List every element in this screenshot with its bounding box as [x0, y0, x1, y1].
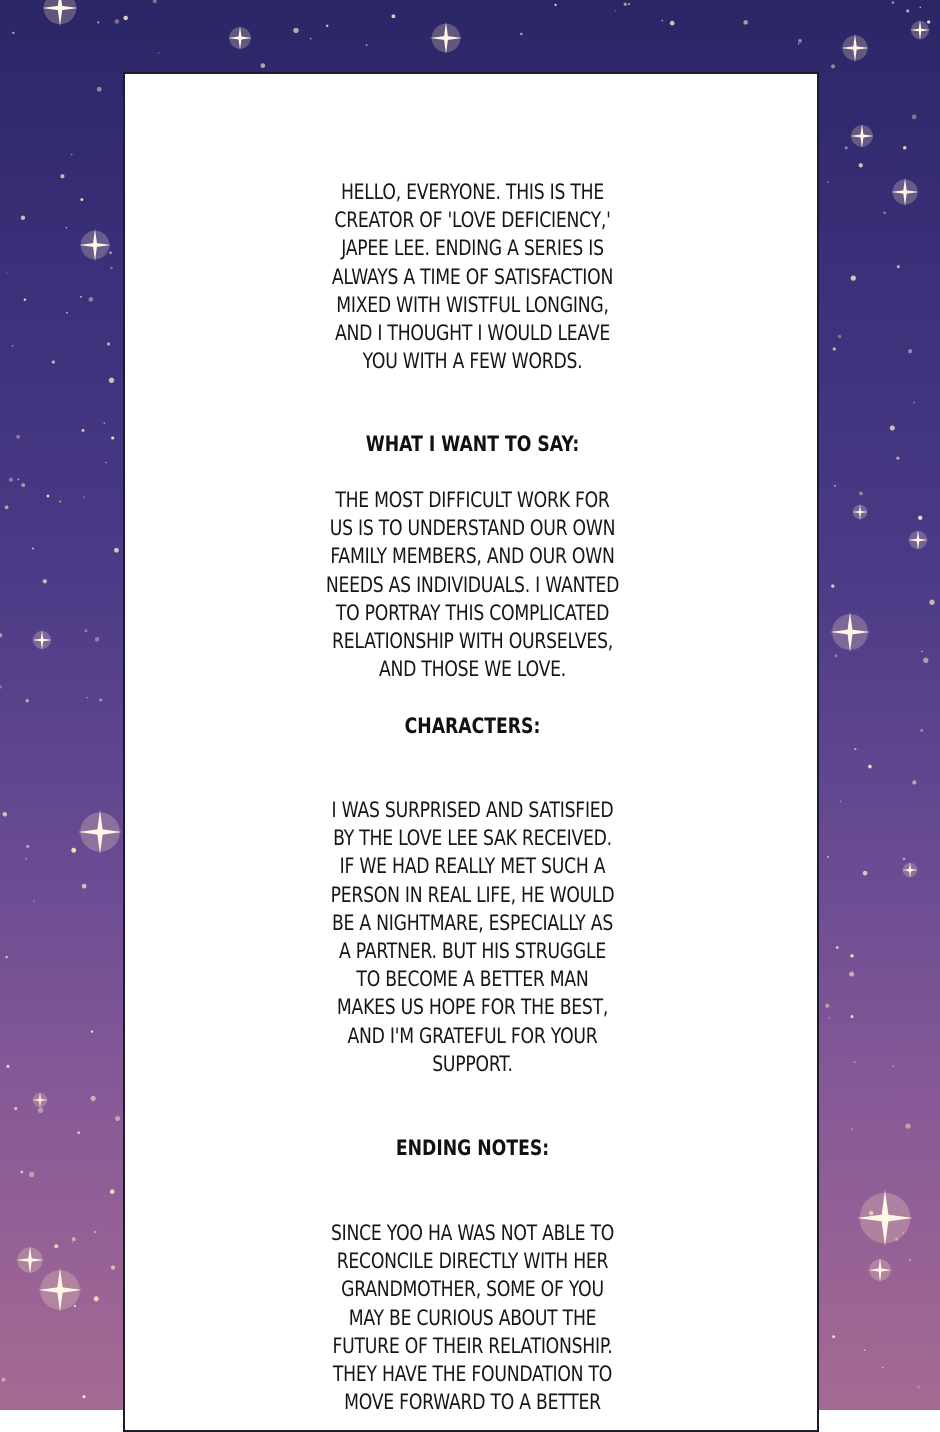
star-dot	[554, 4, 556, 6]
star-dot	[25, 858, 27, 860]
star-dot	[109, 251, 112, 254]
sparkle-star	[841, 34, 869, 62]
star-dot	[72, 1237, 76, 1241]
star-dot	[850, 1015, 853, 1018]
star-dot	[74, 1305, 76, 1307]
star-dot	[919, 6, 921, 8]
star-dot	[12, 345, 14, 347]
star-dot	[859, 163, 863, 167]
star-dot	[72, 1242, 74, 1244]
star-dot	[114, 548, 119, 553]
star-dot	[917, 1386, 919, 1388]
star-dot	[2, 812, 7, 817]
star-dot	[743, 20, 748, 25]
star-dot	[123, 16, 127, 20]
star-dot	[82, 1395, 85, 1398]
star-dot	[97, 87, 102, 92]
star-dot	[905, 1124, 910, 1129]
star-dot	[392, 14, 396, 18]
star-dot	[95, 637, 100, 642]
star-dot	[99, 698, 102, 701]
star-dot	[24, 299, 26, 301]
star-dot	[850, 954, 853, 957]
star-dot	[859, 492, 862, 495]
star-dot	[12, 32, 14, 34]
star-dot	[85, 629, 88, 632]
star-dot	[91, 1096, 96, 1101]
star-dot	[94, 1231, 96, 1233]
star-dot	[366, 44, 368, 46]
star-dot	[16, 435, 20, 439]
star-dot	[6, 273, 7, 274]
star-dot	[827, 181, 829, 183]
star-dot	[293, 28, 298, 33]
star-dot	[920, 729, 923, 732]
star-dot	[0, 633, 2, 637]
star-dot	[107, 342, 110, 345]
star-dot	[9, 478, 13, 482]
star-dot	[882, 1367, 884, 1369]
star-dot	[111, 1266, 115, 1270]
star-dot	[21, 1171, 24, 1174]
sparkle-star	[430, 22, 462, 54]
star-dot	[59, 500, 61, 502]
star-dot	[798, 39, 802, 43]
star-dot	[21, 483, 25, 487]
star-dot	[26, 845, 29, 848]
star-dot	[5, 956, 7, 958]
star-dot	[896, 457, 899, 460]
star-dot	[52, 360, 55, 363]
star-dot	[38, 1107, 44, 1113]
star-dot	[105, 462, 107, 464]
star-dot	[83, 496, 85, 498]
sparkle-star	[850, 124, 874, 148]
star-dot	[661, 20, 663, 22]
text-panel	[123, 72, 819, 1432]
star-dot	[115, 1116, 120, 1121]
star-dot	[906, 9, 909, 12]
star-dot	[615, 10, 616, 11]
star-dot	[60, 174, 64, 178]
star-dot	[854, 1061, 856, 1063]
star-dot	[65, 227, 67, 229]
sparkle-star	[16, 1246, 44, 1274]
star-dot	[32, 547, 34, 549]
star-dot	[838, 335, 841, 338]
star-dot	[825, 1004, 829, 1008]
star-dot	[798, 43, 799, 44]
star-dot	[670, 21, 675, 26]
star-dot	[326, 25, 328, 27]
star-dot	[831, 64, 835, 68]
sparkle-star	[228, 26, 252, 50]
sparkle-star	[78, 810, 122, 854]
star-dot	[892, 1, 895, 4]
sparkle-star	[830, 612, 870, 652]
star-dot	[854, 748, 856, 750]
star-dot	[110, 1189, 115, 1194]
star-dot	[520, 33, 523, 36]
sparkle-star	[857, 1190, 913, 1246]
star-dot	[261, 63, 266, 68]
star-dot	[918, 516, 922, 520]
star-dot	[88, 297, 93, 302]
star-dot	[908, 349, 912, 353]
star-dot	[21, 216, 25, 220]
star-dot	[43, 579, 47, 583]
sparkle-star	[79, 229, 111, 261]
star-dot	[863, 871, 868, 876]
star-dot	[851, 1128, 853, 1130]
star-dot	[2, 1378, 6, 1382]
star-dot	[845, 146, 848, 149]
star-dot	[849, 972, 854, 977]
star-dot	[835, 654, 838, 657]
star-dot	[628, 3, 630, 5]
star-dot	[922, 651, 923, 652]
sparkle-star	[32, 1092, 48, 1108]
star-dot	[912, 780, 916, 784]
sparkle-star	[852, 504, 868, 520]
star-dot	[310, 38, 311, 39]
star-dot	[17, 478, 19, 480]
star-dot	[71, 153, 73, 155]
heading-what-i-want-to-say: WHAT I WANT TO SAY:	[365, 432, 580, 456]
star-dot	[109, 378, 115, 384]
sparkle-star	[868, 1258, 892, 1282]
star-dot	[91, 1030, 93, 1032]
star-dot	[890, 426, 895, 431]
star-dot	[6, 1065, 9, 1068]
star-dot	[929, 600, 934, 605]
star-dot	[77, 1131, 80, 1134]
star-dot	[104, 422, 105, 423]
star-dot	[5, 505, 9, 509]
star-dot	[29, 1172, 34, 1177]
star-dot	[110, 267, 113, 270]
star-dot	[66, 312, 68, 314]
star-dot	[82, 884, 87, 889]
star-dot	[851, 275, 856, 280]
star-dot	[26, 699, 29, 702]
star-dot	[903, 858, 906, 861]
sparkle-star	[42, 0, 78, 26]
heading-ending-notes: ENDING NOTES:	[395, 1136, 550, 1160]
star-dot	[80, 198, 83, 201]
intro-paragraph: HELLO, EVERYONE. THIS IS THE CREATOR OF 'LOVE DEFICIENCY,' JAPEE LEE. ENDING A SERIES IS ALWAYS A TIME OF SATISFACTION MIXED WITH WISTFUL LONGING, AND I THOUGHT I WOULD LEAVE YOU WITH A FEW WORDS.	[331, 180, 614, 374]
heading-characters: CHARACTERS:	[404, 714, 541, 738]
sparkle-star	[910, 20, 930, 40]
star-dot	[903, 146, 906, 149]
star-dot	[33, 900, 35, 902]
star-dot	[832, 1335, 835, 1338]
star-dot	[86, 697, 87, 698]
star-dot	[71, 848, 76, 853]
star-dot	[829, 1017, 830, 1018]
sparkle-star	[891, 178, 919, 206]
star-dot	[827, 856, 829, 858]
star-dot	[864, 1349, 866, 1351]
star-dot	[158, 52, 160, 54]
star-dot	[883, 211, 886, 214]
sparkle-star	[908, 530, 928, 550]
what-i-want-to-say-paragraph: THE MOST DIFFICULT WORK FOR US IS TO UNDERSTAND OUR OWN FAMILY MEMBERS, AND OUR OWN NEEDS AS INDIVIDUALS. I WANTED TO PORTRAY THIS COMPLICATED RELATIONSHIP WITH OURSELVES, AND THOSE WE LOVE.	[325, 488, 620, 682]
star-dot	[831, 584, 834, 587]
star-dot	[840, 801, 842, 803]
star-dot	[834, 485, 836, 487]
star-dot	[94, 1296, 99, 1301]
star-dot	[0, 685, 2, 688]
star-dot	[111, 436, 114, 439]
star-dot	[836, 946, 839, 949]
star-dot	[80, 296, 82, 298]
star-dot	[909, 1259, 911, 1261]
star-dot	[927, 20, 930, 23]
ending-notes-paragraph: SINCE YOO HA WAS NOT ABLE TO RECONCILE DIRECTLY WITH HER GRANDMOTHER, SOME OF YOU MAY BE CURIOUS ABOUT THE FUTURE OF THEIR RELATIONSHIP. THEY HAVE THE FOUNDATION TO MOVE FORWARD TO A BETTER	[330, 1221, 615, 1415]
star-dot	[153, 0, 157, 3]
star-dot	[912, 115, 917, 120]
star-dot	[913, 402, 915, 404]
star-dot	[54, 1244, 58, 1248]
star-dot	[47, 495, 50, 498]
star-dot	[923, 658, 928, 663]
star-dot	[624, 3, 627, 6]
sparkle-star	[32, 630, 52, 650]
star-dot	[115, 19, 120, 24]
sparkle-star	[902, 862, 918, 878]
star-dot	[14, 1107, 17, 1110]
characters-paragraph: I WAS SURPRISED AND SATISFIED BY THE LOVE LEE SAK RECEIVED. IF WE HAD REALLY MET SUCH A PERSON IN REAL LIFE, HE WOULD BE A NIGHTMARE, ESPECIALLY AS A PARTNER. BUT HIS STRUGGLE TO BECOME A BETTER MAN MAKES US HOPE FOR THE BEST, AND I'M GRATEFUL FOR YOUR SUPPORT.	[330, 798, 615, 1076]
star-dot	[81, 429, 84, 432]
star-dot	[97, 21, 99, 23]
star-dot	[897, 265, 900, 268]
star-dot	[833, 347, 836, 350]
star-dot	[892, 1065, 894, 1067]
star-dot	[868, 765, 872, 769]
